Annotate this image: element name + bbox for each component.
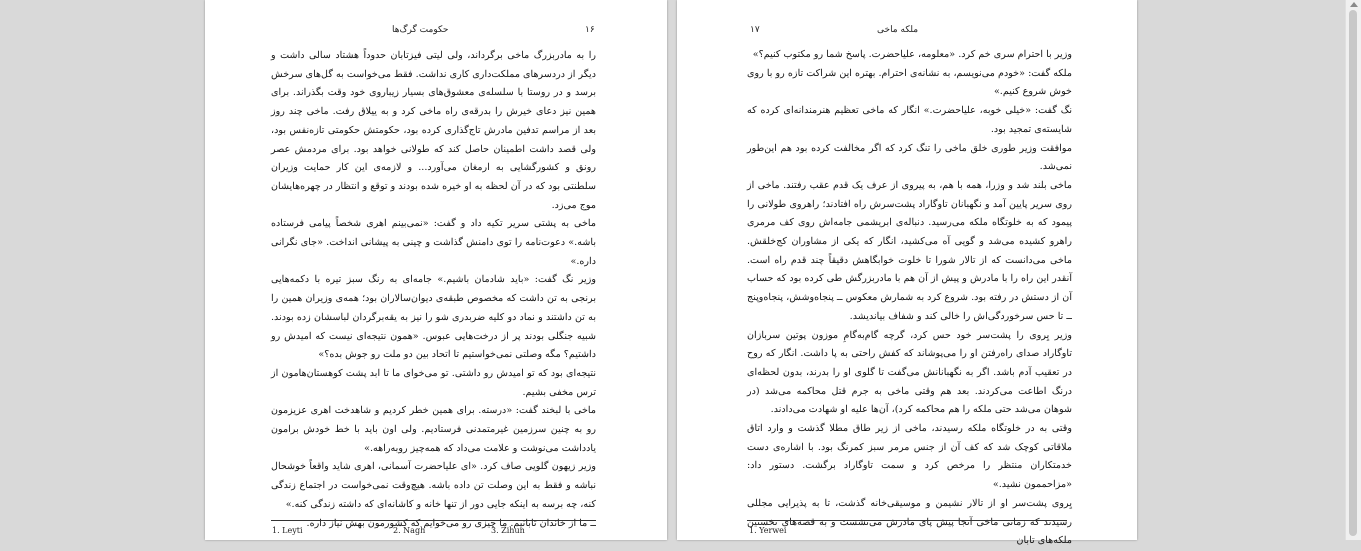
- paragraph: نتیجه‌ای بود که تو امیدش رو داشتی. تو می‌خوای ما تا ابد پشت کوهستان‌هامون از ترس مخفی بشیم.: [271, 367, 596, 398]
- footnote-divider: [747, 520, 1067, 521]
- footnote: 1. Leyti: [272, 526, 303, 535]
- page-body: [747, 46, 1072, 551]
- paragraph: وزیر با احترام سری خم کرد. «معلومه، علیاحضرت. پاسخ شما رو مکتوب کنیم؟»: [752, 49, 1072, 60]
- page-body: [271, 47, 596, 533]
- paragraph: وزیر یِروی را پشت‌سر خود حس کرد، گرچه گام‌به‌گامِ موزون پوتین سربازان تاوگاراد صدای راه‌رفتن او را می‌پوشاند که کفش راحتی به پا داشت. انگار که روح در تعقیب آدم باشد. اگر به نگهبانانش می‌گفت تا گلوی او را بدرند، بدون لحظه‌ای درنگ اطاعت می‌کردند. بعد هم وقتی ماخی به جرم قتل محاکمه می‌شد (در شوهان می‌شد حتی ملکه را هم محاکمه کرد)، آن‌ها علیه او شهادت می‌دادند.: [747, 329, 1072, 416]
- paragraph: ماخی بلند شد و وزرا، همه با هم، به پیروی از عرف یک قدم عقب رفتند. ماخی از روی سریر پایین آمد و نگهبانان تاوگاراد پشت‌سرش راه افتادند؛ راهروی طولانی را پیمود که به خلوتگاه ملکه می‌رسید. دنباله‌ی ابریشمی جامه‌اش روی کف مرمری راهرو کشیده می‌شد و گویی آه می‌کشید، انگار که یکی از مشاوران کج‌خلقش. ماخی می‌دانست که از تالار شورا تا خلوت خوابگاهش دقیقاً چند قدم راه است. آنقدر این راه را با مادرش و پیش از آن هم با مادربزرگش طی کرده بود که حساب آن از دستش در رفته بود. شروع کرد به شمارش معکوس ــ پنجاه‌وشش، پنجاه‌وپنج ــ تا حس سرخوردگی‌اش را خالی کند و شفاف بیاندیشد.: [747, 179, 1072, 322]
- paragraph: وقتی به در خلوتگاه ملکه رسیدند، ماخی از زیر طاق مطلا گذشت و وارد اتاق ملاقاتی کوچک شد که کف آن از جنس مرمر سبز کمرنگ بود. با اشاره‌ی دست خدمتکاران منتظر را مرخص کرد و سمت تاوگاراد برگشت. دستور داد: «مزاحممون نشید.»: [747, 423, 1072, 491]
- page-number: ۱۷: [750, 25, 760, 35]
- page-number: ۱۶: [585, 25, 595, 35]
- footnote: 3. Zihun: [491, 526, 525, 535]
- scroll-up-arrow-icon[interactable]: [1350, 2, 1358, 7]
- paragraph: ملکه گفت: «خودم می‌نویسم، به نشانه‌ی احترام. بهتره این شراکت تازه رو با روی خوش شروع کنیم.»: [747, 67, 1072, 98]
- paragraph: وزیر زیهون گلویی صاف کرد. «ای علیاحضرت آسمانی، اهری شاید واقعاً خوشحال نباشه و فقط به این وصلت تن داده باشه. هیچ‌وقت نمی‌خواست در اجتماع زندگی کنه، چه برسه به اینکه جایی دور از تنها خانه و کاشانه‌ای که داشته زندگی کنه.»: [271, 461, 596, 510]
- left-page: [205, 0, 667, 540]
- footnote: 1. Yerwei: [749, 526, 787, 535]
- paragraph: یِروی پشت‌سر او از تالار نشیمن و موسیقی‌خانه گذشت، تا به پذیرایی مجللی رسیدند که زمانی ماخی آنجا پیش پای مادرش می‌نشست و به قصه‌های نخستین ملکه‌های تابان: [747, 497, 1072, 547]
- paragraph: نگ گفت: «خیلی خوبه، علیاحضرت.» انگار که ماخی تعظیم هنرمندانه‌ای کرده که شایسته‌ی تمجید بود.: [747, 105, 1072, 135]
- footnote: 2. Nagh: [393, 526, 426, 535]
- paragraph: ماخی با لبخند گفت: «درسته. برای همین خطر کردیم و شاهدخت اهری عزیزمون رو به چنین سرزمین غیرمتمدنی فرستادیم. ولی اون باید با خط خودش برامون یادداشت می‌نوشت و علامت می‌داد که همه‌چیز روبه‌راهه.»: [271, 405, 596, 454]
- running-head: حکومت گرگ‌ها: [392, 25, 449, 35]
- right-page: [677, 0, 1137, 547]
- paragraph: ــ ما از خاندان تابانیم. ما چیزی رو می‌خوایم که کشورمون بهش نیاز داره.: [306, 517, 596, 529]
- vertical-scrollbar[interactable]: [1345, 0, 1361, 540]
- footnote-divider: [271, 520, 596, 521]
- running-head: ملکه ماخی: [877, 25, 919, 35]
- paragraph: ماخی به پشتی سریر تکیه داد و گفت: «نمی‌بینم اهری شخصاً پیامی فرستاده باشه.» دعوت‌نامه را توی دامنش گذاشت و چینی به پیشانی انداخت. «جای نگرانی داره.»: [271, 218, 596, 267]
- paragraph: موافقت وزیر طوری خلق ماخی را تنگ کرد که اگر مخالفت کرده بود هم این‌طور نمی‌شد.: [747, 142, 1072, 173]
- scrollbar-thumb[interactable]: [1349, 10, 1357, 536]
- paragraph: وزیر نگ گفت: «باید شادمان باشیم.» جامه‌ای به رنگ سبز تیره با دکمه‌هایی برنجی به تن داشت که مخصوص طبقه‌ی دیوان‌سالاران بود؛ همه‌ی وزیران همین را به تن داشتند و نماد دو کلیه ضربدری شو را نیز به یقه‌برگردان لباسشان زده بودند. شبیه جنگلی بودند پر از درخت‌هایی عبوس. «همون نتیجه‌ای نیست که امیدش رو داشتیم؟ مگه وصلتی نمی‌خواستیم تا اتحاد بین دو ملت رو جوش بده؟»: [271, 274, 596, 361]
- paragraph: را به مادربزرگ ماخی برگرداند، ولی لیتی فیزتابان حدوداً هشتاد سالی داشت و دیگر از دردسرهای مملکت‌داری کاری نداشت. فقط می‌خواست به گل‌های سرخش برسد و در روستا با سلسله‌ی معشوق‌های بسیار زیباروی خود وقت بگذراند. برای همین نیز دعای خیرش را بدرقه‌ی راه ماخی کرد و به ییلاق رفت. ماخی چند روز بعد از مراسم تدفین مادرش تاج‌گذاری کرده بود، حکومتش حکومتی تازه‌نفس بود، ولی قصد داشت اطمینان حاصل کند که طولانی خواهد بود. برای مردمش عصر رونق و کشورگشایی به ارمغان می‌آورد... و لازمه‌ی این کار حمایت وزیران سلطنتی بود که در آن لحظه به او خیره شده بودند و توقع و انتظار در چهره‌هایشان موج می‌زد.: [271, 50, 596, 211]
